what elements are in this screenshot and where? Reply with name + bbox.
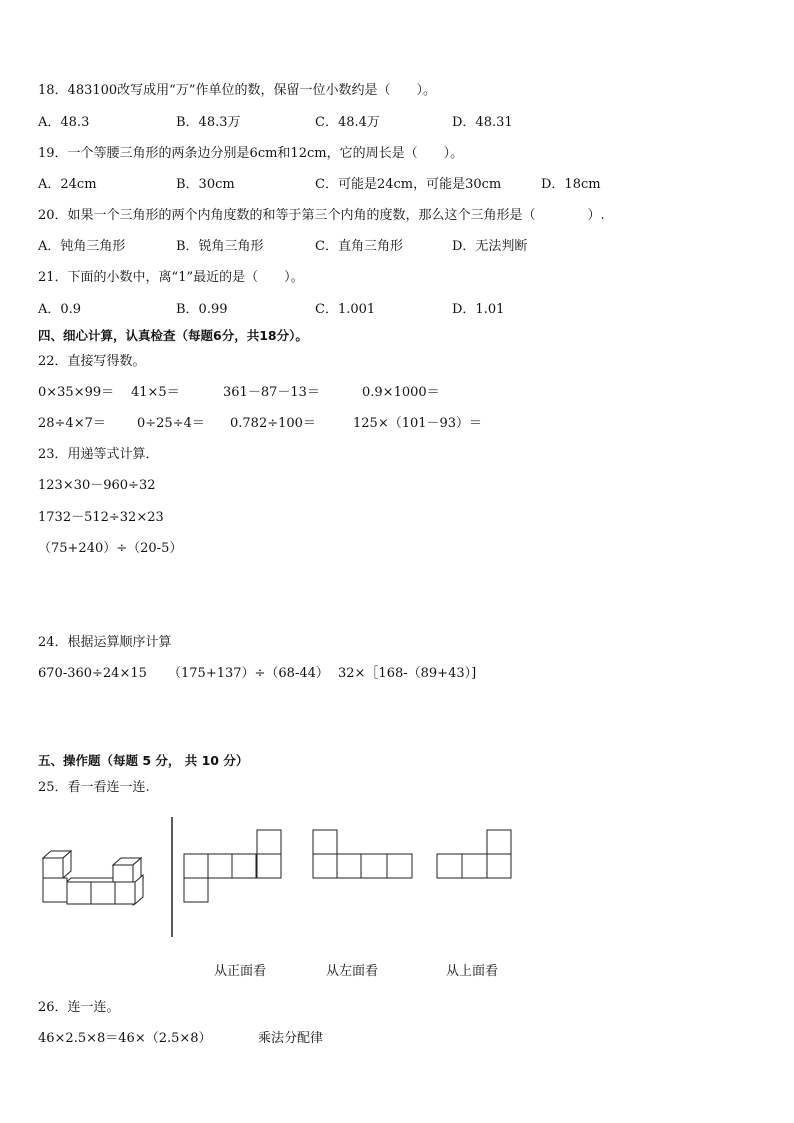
q20-option-d: D．无法判断 xyxy=(452,239,528,254)
view-option-2 xyxy=(313,830,412,878)
q22-expr: 361－87－13＝ xyxy=(223,385,320,400)
q21-option-c: C．1.001 xyxy=(315,302,376,317)
q23-question: 23．用递等式计算． xyxy=(38,447,159,462)
q23-item: （75+240）÷（20-5） xyxy=(38,541,183,556)
q24-question: 24．根据运算顺序计算 xyxy=(38,635,172,650)
q22-expr: 125×（101－93）＝ xyxy=(353,416,483,431)
q26-right-law: 乘法分配律 xyxy=(258,1031,324,1046)
q22-expr: 0×35×99＝ xyxy=(38,385,115,400)
q20-option-a: A．钝角三角形 xyxy=(38,239,126,254)
q20-option-c: C．直角三角形 xyxy=(315,239,403,254)
q23-item: 1732－512÷32×23 xyxy=(38,510,164,525)
cube-solid-figure xyxy=(43,851,143,905)
q19-option-b: B．30cm xyxy=(176,177,235,192)
q24-item: 32×［168-（89+43）] xyxy=(338,666,477,681)
q18-option-b: B．48.3万 xyxy=(176,115,241,130)
q22-expr: 0÷25÷4＝ xyxy=(137,416,205,431)
q25-question: 25．看一看连一连. xyxy=(38,780,150,795)
q19-option-d: D．18cm xyxy=(541,177,601,192)
q24-item: 670-360÷24×15 xyxy=(38,666,147,681)
q20-question: 20．如果一个三角形的两个内角度数的和等于第三个内角的度数，那么这个三角形是（ ）. xyxy=(38,208,605,223)
q22-expr: 0.9×1000＝ xyxy=(362,385,440,400)
q21-option-d: D．1.01 xyxy=(452,302,505,317)
view-label-top: 从上面看 xyxy=(446,964,499,979)
view-label-left: 从左面看 xyxy=(326,964,379,979)
q26-question: 26．连一连。 xyxy=(38,1000,120,1015)
q22-expr: 0.782÷100＝ xyxy=(230,416,316,431)
q19-option-c: C．可能是24cm，可能是30cm xyxy=(315,177,502,192)
q21-option-a: A．0.9 xyxy=(38,302,82,317)
section-5-title: 五、操作题（每题 5 分， 共 10 分） xyxy=(38,753,249,768)
q18-question: 18．483100改写成用“万”作单位的数，保留一位小数约是（ ）。 xyxy=(38,83,436,98)
q25-figure xyxy=(0,815,794,955)
q18-option-d: D．48.31 xyxy=(452,115,513,130)
q18-option-c: C．48.4万 xyxy=(315,115,380,130)
q19-option-a: A．24cm xyxy=(38,177,97,192)
q24-item: （175+137）÷（68-44） xyxy=(168,666,329,681)
q21-option-b: B．0.99 xyxy=(176,302,228,317)
view-option-3 xyxy=(437,830,511,878)
q18-option-a: A．48.3 xyxy=(38,115,90,130)
view-label-front: 从正面看 xyxy=(214,964,267,979)
q22-question: 22．直接写得数。 xyxy=(38,354,146,369)
view-option-1 xyxy=(184,830,281,902)
q26-left-expr: 46×2.5×8＝46×（2.5×8） xyxy=(38,1031,212,1046)
q23-item: 123×30－960÷32 xyxy=(38,478,156,493)
q21-question: 21．下面的小数中，离“1”最近的是（ ）。 xyxy=(38,270,304,285)
section-4-title: 四、细心计算，认真检查（每题6分，共18分）。 xyxy=(38,328,308,343)
q19-question: 19．一个等腰三角形的两条边分别是6cm和12cm，它的周长是（ ）。 xyxy=(38,146,464,161)
q22-expr: 28÷4×7＝ xyxy=(38,416,106,431)
q20-option-b: B．锐角三角形 xyxy=(176,239,264,254)
q22-expr: 41×5＝ xyxy=(131,385,180,400)
